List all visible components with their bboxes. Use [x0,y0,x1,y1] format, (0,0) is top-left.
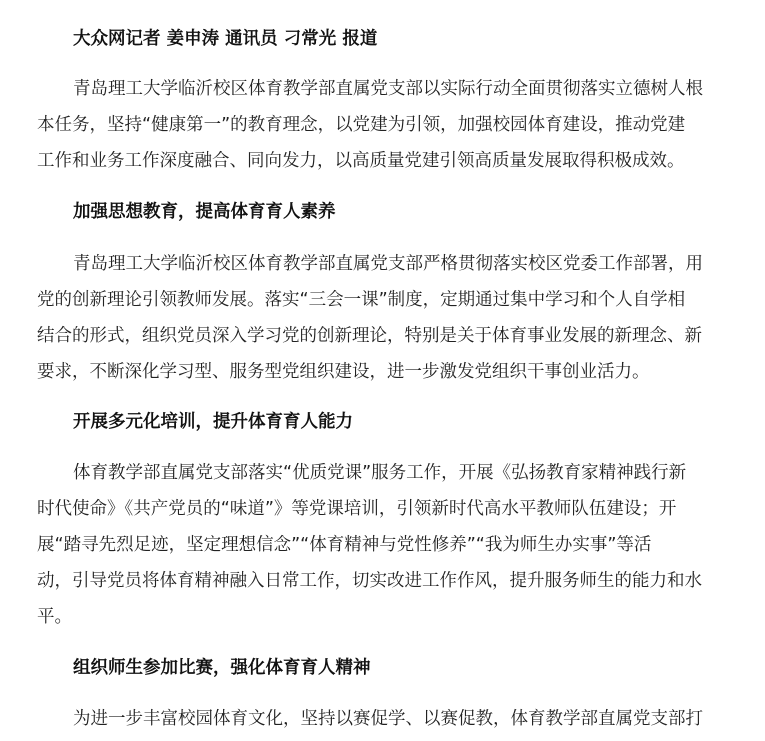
section-heading: 开展多元化培训，提升体育育人能力 [73,412,353,432]
paragraph-line: 展“踏寻先烈足迹，坚定理想信念”“体育精神与党性修养”“我为师生办实事”等活 [37,535,652,555]
intro-line: 青岛理工大学临沂校区体育教学部直属党支部以实际行动全面贯彻落实立德树人根 [73,79,703,99]
paragraph-line: 为进一步丰富校园体育文化，坚持以赛促学、以赛促教，体育教学部直属党支部打 [73,709,703,729]
paragraph-line: 平。 [37,607,72,627]
paragraph-line: 时代使命》《共产党员的“味道”》等党课培训，引领新时代高水平教师队伍建设；开 [37,499,677,519]
paragraph-line: 体育教学部直属党支部落实“优质党课”服务工作，开展《弘扬教育家精神践行新 [73,463,687,483]
paragraph-line: 动，引导党员将体育精神融入日常工作，切实改进工作作风，提升服务师生的能力和水 [37,571,702,591]
paragraph-line: 党的创新理论引领教师发展。落实“三会一课”制度，定期通过集中学习和个人自学相 [37,290,686,310]
paragraph-line: 结合的形式，组织党员深入学习党的创新理论，特别是关于体育事业发展的新理念、新 [37,326,702,346]
byline: 大众网记者 姜申涛 通讯员 刁常光 报道 [73,29,378,49]
intro-line: 工作和业务工作深度融合、同向发力，以高质量党建引领高质量发展取得积极成效。 [37,151,685,171]
paragraph-line: 要求，不断深化学习型、服务型党组织建设，进一步激发党组织干事创业活力。 [37,362,650,382]
intro-line: 本任务，坚持“健康第一”的教育理念，以党建为引领，加强校园体育建设，推动党建 [37,115,686,135]
section-heading: 组织师生参加比赛，强化体育育人精神 [73,658,371,678]
paragraph-line: 青岛理工大学临沂校区体育教学部直属党支部严格贯彻落实校区党委工作部署，用 [73,254,703,274]
section-heading: 加强思想教育，提高体育育人素养 [73,202,336,222]
